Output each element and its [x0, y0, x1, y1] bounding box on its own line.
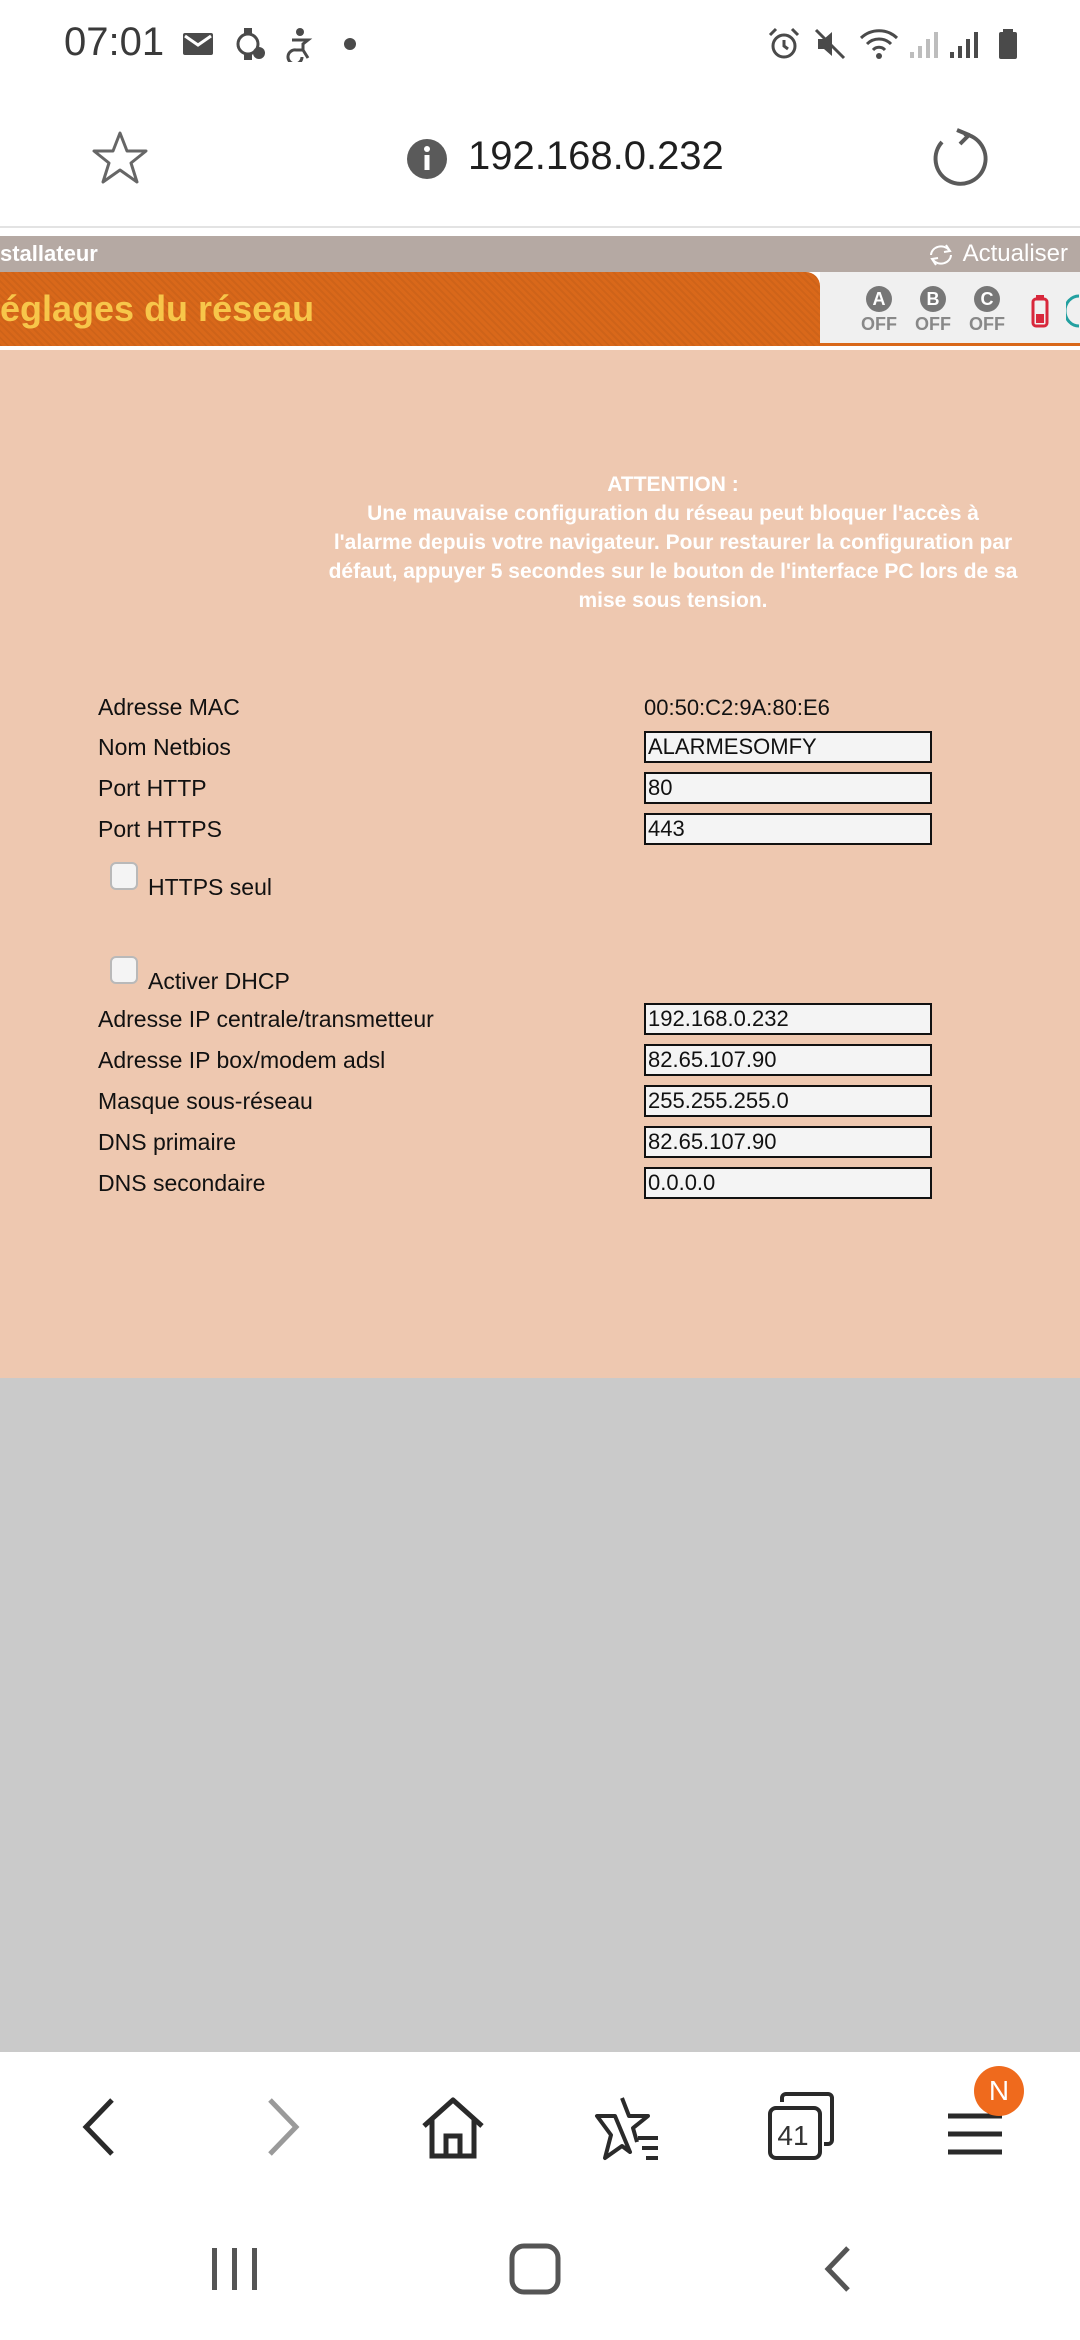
warning-title: ATTENTION : [607, 473, 739, 496]
zone-b-icon: B [920, 286, 946, 312]
dns-secondary-label: DNS secondaire [98, 1170, 266, 1196]
zone-a-icon: A [866, 286, 892, 312]
network-settings-form [0, 350, 1080, 1498]
watch-icon [232, 26, 268, 62]
url-field[interactable]: 192.168.0.232 [468, 134, 724, 178]
signal-icon [906, 26, 942, 62]
status-bar [0, 0, 1080, 88]
dns-secondary-input[interactable] [644, 1167, 932, 1199]
tab-count: 41 [777, 2120, 809, 2151]
installer-label: stallateur [0, 241, 98, 266]
zone-b-state: OFF [915, 314, 951, 334]
mac-value: 00:50:C2:9A:80:E6 [644, 695, 830, 720]
recent-apps-icon[interactable] [206, 2244, 264, 2294]
dhcp-label: Activer DHCP [148, 968, 290, 994]
ip-central-input[interactable] [644, 1003, 932, 1035]
https-only-checkbox[interactable] [110, 862, 138, 890]
zone-c-status [964, 286, 1010, 335]
battery-icon [990, 26, 1026, 62]
ip-box-label: Adresse IP box/modem adsl [98, 1047, 386, 1073]
mail-icon [180, 26, 216, 62]
alarm-icon [766, 26, 802, 62]
page-title: églages du réseau [0, 288, 315, 329]
dns-primary-input[interactable] [644, 1126, 932, 1158]
ip-central-label: Adresse IP centrale/transmetteur [98, 1006, 434, 1032]
tabs-button[interactable] [766, 2092, 836, 2162]
signal-icon [946, 26, 982, 62]
mac-label: Adresse MAC [98, 694, 240, 720]
accessibility-icon [282, 26, 318, 62]
zone-status-panel [820, 272, 1080, 346]
system-back-icon[interactable] [816, 2242, 860, 2296]
browser-bottom-nav [0, 2052, 1080, 2202]
page-top-strip [0, 236, 1080, 272]
bookmarks-icon[interactable] [592, 2092, 662, 2162]
subnet-mask-input[interactable] [644, 1085, 932, 1117]
browser-toolbar [0, 88, 1080, 228]
dhcp-checkbox[interactable] [110, 956, 138, 984]
netbios-label: Nom Netbios [98, 734, 231, 760]
warning-text [300, 470, 1046, 615]
title-bar [0, 272, 820, 346]
warning-line: l'alarme depuis votre navigateur. Pour restaurer la configuration par [333, 531, 1013, 554]
home-icon[interactable] [418, 2092, 488, 2162]
menu-notification-badge: N [974, 2066, 1024, 2116]
subnet-mask-label: Masque sous-réseau [98, 1088, 313, 1114]
zone-c-icon: C [974, 286, 1000, 312]
wifi-icon [858, 26, 900, 62]
status-arc-icon [1066, 294, 1080, 328]
refresh-label: Actualiser [962, 240, 1068, 267]
http-port-input[interactable] [644, 772, 932, 804]
zone-b-status [910, 286, 956, 335]
mute-icon [812, 26, 848, 62]
reload-icon[interactable] [928, 128, 988, 188]
netbios-input[interactable] [644, 731, 932, 763]
warning-line: défaut, appuyer 5 secondes sur le bouton de l'interface PC lors de sa [328, 560, 1018, 583]
http-port-label: Port HTTP [98, 775, 207, 801]
warning-line: mise sous tension. [578, 589, 768, 612]
https-port-label: Port HTTPS [98, 816, 222, 842]
page-empty-area [0, 1378, 1080, 2052]
status-time: 07:01 [64, 20, 165, 64]
forward-icon[interactable] [244, 2092, 314, 2162]
star-icon[interactable] [90, 128, 150, 188]
https-port-input[interactable] [644, 813, 932, 845]
dns-primary-label: DNS primaire [98, 1129, 237, 1155]
https-only-label: HTTPS seul [148, 874, 272, 900]
home-button-icon[interactable] [508, 2242, 562, 2296]
system-nav-bar [0, 2202, 1080, 2340]
refresh-icon [927, 243, 955, 267]
back-icon[interactable] [68, 2092, 138, 2162]
zone-a-state: OFF [861, 314, 897, 334]
info-icon[interactable] [406, 138, 448, 180]
refresh-link[interactable] [927, 240, 1068, 268]
zone-c-state: OFF [969, 314, 1005, 334]
zone-a-status [856, 286, 902, 335]
warning-line: Une mauvaise configuration du réseau peut bloquer l'accès à [367, 502, 979, 525]
battery-alert-icon [1030, 294, 1050, 328]
ip-box-input[interactable] [644, 1044, 932, 1076]
dot-icon [332, 26, 368, 62]
